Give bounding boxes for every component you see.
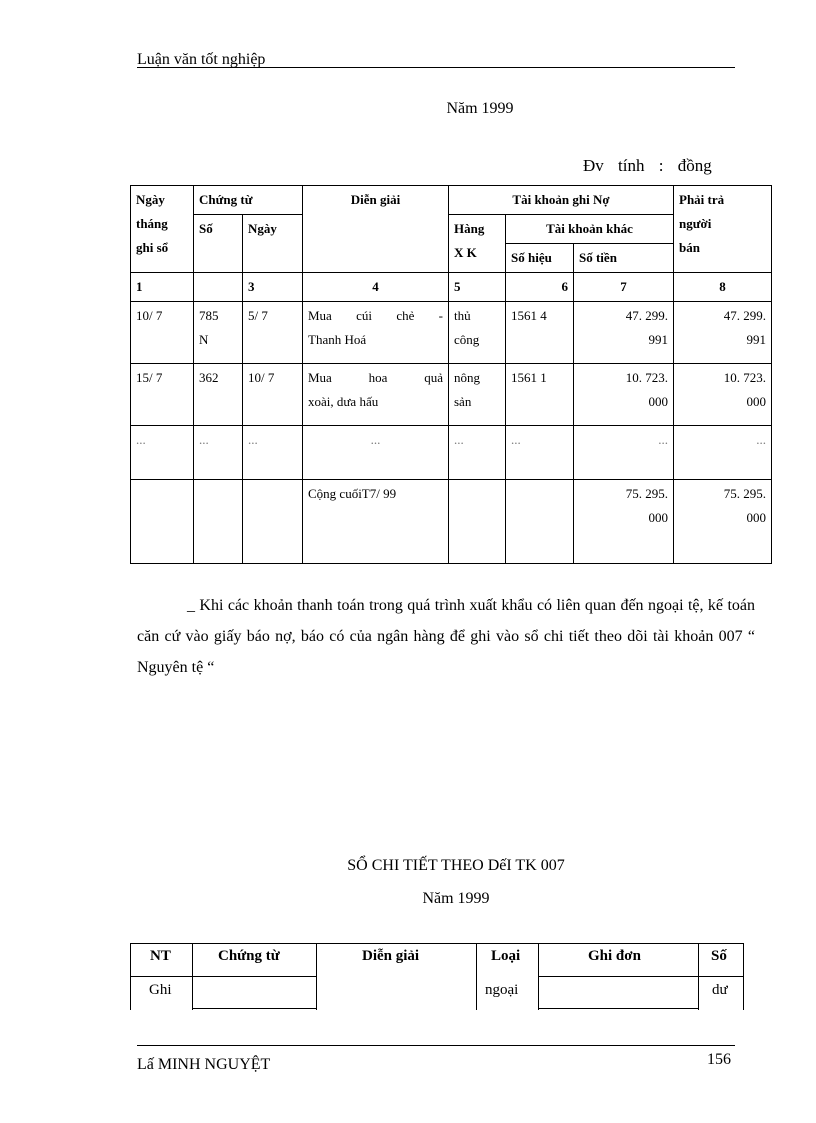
col-header-other-accounts: Tài khoản khác: [506, 215, 674, 244]
col-header-type: Loại: [491, 948, 521, 964]
col-header-foreign: ngoại: [485, 982, 519, 998]
col-header-remaining: dư: [712, 982, 728, 998]
cell-voucher-number: 785 N: [194, 302, 243, 364]
body-paragraph: _ Khi các khoản thanh toán trong quá trình xuất khẩu có liên quan đến ngoại tệ, kế toán căn cứ vào giấy báo nợ, báo có của ngân hàng để ghi vào sổ chi tiết theo dõi tài khoản 007 “ Nguyên tệ “: [137, 597, 755, 676]
page-number: 156: [707, 1051, 731, 1068]
ellipsis: ...: [506, 426, 574, 480]
detail-ledger-table: [130, 943, 744, 1010]
cell-date: 10/ 7: [131, 302, 194, 364]
col-header-nt: NT: [150, 948, 171, 964]
col-number: 1: [131, 273, 194, 302]
col-header-description: Diễn giải: [362, 948, 420, 964]
cell-description: Mua cúi chẻ - Thanh Hoá: [303, 302, 449, 364]
cell-payable: 47. 299. 991: [674, 302, 772, 364]
col-number: 4: [303, 273, 449, 302]
cell-voucher-date: 5/ 7: [243, 302, 303, 364]
header-rule: [137, 67, 735, 68]
cell-goods-type: thủ công: [449, 302, 506, 364]
col-number: 5: [449, 273, 506, 302]
col-header-voucher: Chứng từ: [218, 948, 280, 964]
col-number: [194, 273, 243, 302]
ellipsis-row: [131, 426, 772, 480]
total-payable: 75. 295. 000: [674, 480, 772, 564]
col-header-description: Diễn giải: [303, 186, 449, 273]
ellipsis: ...: [574, 426, 674, 480]
ellipsis: ...: [674, 426, 772, 480]
total-row: [131, 480, 772, 564]
ledger-table: [130, 185, 772, 564]
ellipsis: ...: [243, 426, 303, 480]
cell-voucher-number: 362: [194, 364, 243, 426]
cell-goods-type: nông sản: [449, 364, 506, 426]
col-header-voucher-number: Số: [194, 215, 243, 273]
col-header-date: Ngày tháng ghi sổ: [131, 186, 194, 273]
ellipsis: ...: [449, 426, 506, 480]
cell-payable: 10. 723. 000: [674, 364, 772, 426]
year-label: Năm 1999: [446, 100, 514, 117]
cell-voucher-date: 10/ 7: [243, 364, 303, 426]
col-header-payable: Phải trả người bán: [674, 186, 772, 273]
col-number: 8: [674, 273, 772, 302]
table-row: [131, 302, 772, 364]
col-header-balance: Số: [711, 948, 727, 964]
section-year: Năm 1999: [422, 890, 490, 907]
total-label: Cộng cuốiT7/ 99: [303, 480, 449, 564]
col-number: 7: [574, 273, 674, 302]
section-title: SỔ CHI TIẾT THEO DếI TK 007: [347, 857, 565, 874]
cell-account-code: 1561 1: [506, 364, 574, 426]
ellipsis: ...: [131, 426, 194, 480]
total-amount: 75. 295. 000: [574, 480, 674, 564]
col-header-record: Ghi: [149, 982, 172, 998]
footer-rule: [137, 1045, 735, 1046]
cell-amount: 10. 723. 000: [574, 364, 674, 426]
col-number: 3: [243, 273, 303, 302]
col-header-voucher: Chứng từ: [194, 186, 303, 215]
col-header-voucher-date: Ngày: [243, 215, 303, 273]
col-header-debit-account: Tài khoản ghi Nợ: [449, 186, 674, 215]
author-name: Lấ MINH NGUYỆT: [137, 1056, 271, 1073]
col-header-amount: Số tiền: [574, 244, 674, 273]
col-header-export-goods: Hàng X K: [449, 215, 506, 273]
column-number-row: [131, 273, 772, 302]
col-header-account-code: Số hiệu: [506, 244, 574, 273]
ellipsis: ...: [194, 426, 243, 480]
cell-date: 15/ 7: [131, 364, 194, 426]
cell-account-code: 1561 4: [506, 302, 574, 364]
cell-description: Mua hoa quả xoài, dưa hấu: [303, 364, 449, 426]
cell-amount: 47. 299. 991: [574, 302, 674, 364]
ellipsis: ...: [303, 426, 449, 480]
col-number: 6: [506, 273, 574, 302]
unit-label: Đv tính : đồng: [583, 156, 712, 175]
col-header-single-entry: Ghi đơn: [588, 948, 641, 964]
table-row: [131, 364, 772, 426]
header-title: Luận văn tốt nghiệp: [137, 51, 266, 68]
